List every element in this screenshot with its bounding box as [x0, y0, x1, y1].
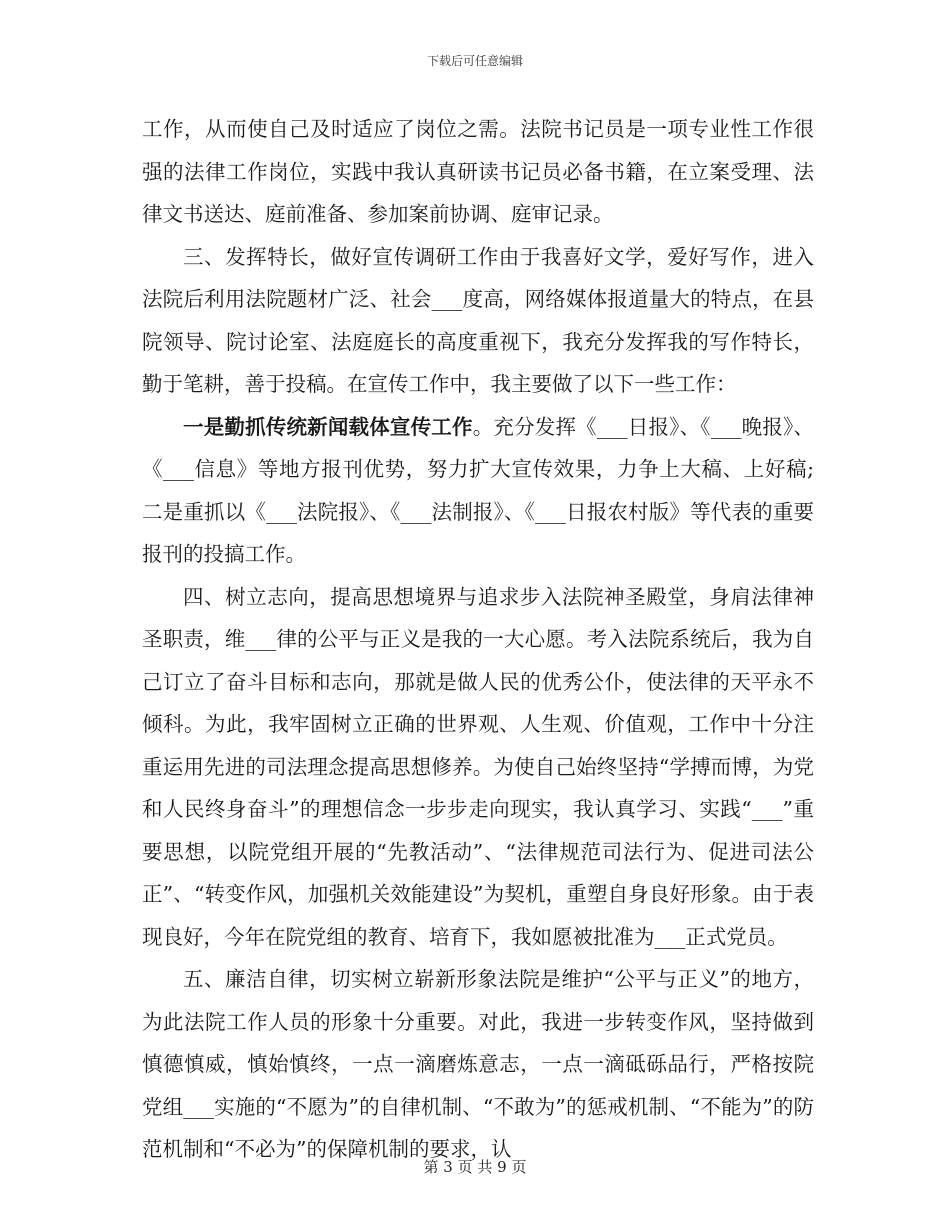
paragraph-section-four: 四、树立志向，提高思想境界与追求步入法院神圣殿堂，身肩法律神圣职责，维___律的公平与正义是我的一大心愿。考入法院系统后，我为自己订立了奋斗目标和志向，那就是做人民的优秀公仆，使法律的天平永不倾科。为此，我牢固树立正确的世界观、人生观、价值观，工作中十分注重运用先进的司法理念提高思想修养。为使自己始终坚持“学搏而博，为党和人民终身奋斗”的理想信念一步步走向现实，我认真学习、实践“___”重要思想，以院党组开展的“先教活动”、“法律规范司法行为、促进司法公正”、“转变作风，加强机关效能建设”为契机，重塑自身良好形象。由于表现良好，今年在院党组的教育、培育下，我如愿被批准为___正式党员。 [142, 584, 814, 949]
paragraph-body-text: 。充分发挥《___日报》、《___晚报》、《___信息》等地方报刊优势，努力扩大宣传效果，力争上大稿、上好稿;二是重抓以《___法院报》、《___法制报》、《___日报农村版》等代表的重要报刊的投搞工作。 [142, 414, 815, 566]
bold-lead-phrase: 一是勤抓传统新闻载体宣传工作 [183, 414, 473, 439]
paragraph-section-three: 三、发挥特长，做好宣传调研工作由于我喜好文学，爱好写作，进入法院后利用法院题材广泛、社会___度高，网络媒体报道量大的特点，在县院领导、院讨论室、法庭庭长的高度重视下，我充分发挥我的写作特长，勤于笔耕，善于投稿。在宣传工作中，我主要做了以下一些工作： [142, 244, 814, 396]
page-number: 第 3 页 共 9 页 [423, 1158, 527, 1176]
paragraph-publicity-work [142, 406, 814, 576]
document-body [142, 108, 814, 1171]
paragraph-section-five: 五、廉洁自律，切实树立崭新形象法院是维护“公平与正义”的地方，为此法院工作人员的形象十分重要。对此，我进一步转变作风，坚持做到慎德慎威，慎始慎终，一点一滴磨炼意志，一点一滴砥砾品行，严格按院党组___实施的“不愿为”的自律机制、“不敢为”的惩戒机制、“不能为”的防范机制和“不必为”的保障机制的要求，认 [142, 967, 814, 1161]
paragraph-continuation: 工作，从而使自己及时适应了岗位之需。法院书记员是一项专业性工作很强的法律工作岗位，实践中我认真研读书记员必备书籍，在立案受理、法律文书送达、庭前准备、参加案前协调、庭审记录。 [142, 117, 814, 226]
page-header: 下载后可任意编辑 [426, 54, 523, 68]
